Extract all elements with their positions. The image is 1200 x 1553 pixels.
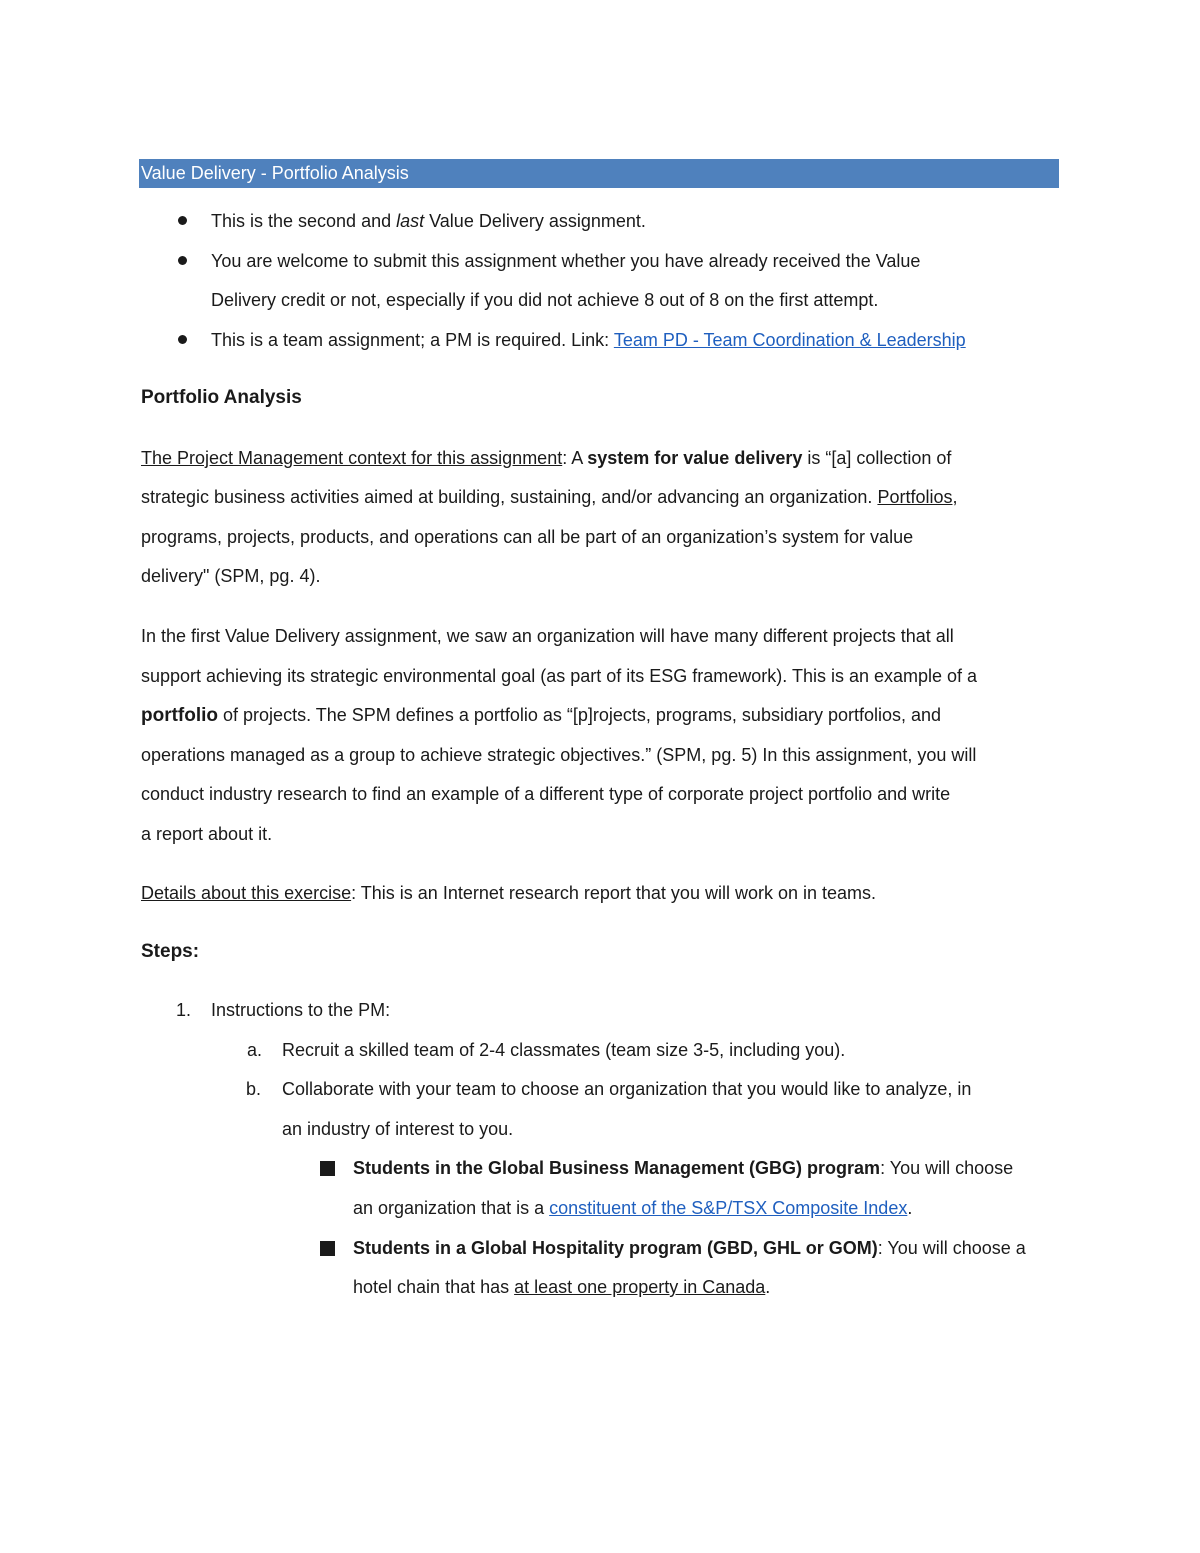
sub-bullet-item: Students in a Global Hospitality program (GBD, GHL or GOM): You will choose a [353,1238,1026,1258]
section-title: Portfolio Analysis [141,387,302,408]
paragraph-line: delivery" (SPM, pg. 4). [141,566,321,586]
paragraph-line: Details about this exercise: This is an Internet research report that you will work on in teams. [141,883,877,903]
square-bullet-icon [320,1161,335,1176]
heading-title: Value Delivery - Portfolio Analysis [141,163,409,183]
paragraph-line: strategic business activities aimed at building, sustaining, and/or advancing an organization. Portfolios, [141,487,958,507]
bullet-item: This is a team assignment; a PM is required. Link: Team PD - Team Coordination & Leadership [211,330,966,350]
bullet-item: You are welcome to submit this assignment whether you have already received the Value [211,251,921,271]
paragraph-line: conduct industry research to find an example of a different type of corporate project portfolio and write [141,784,951,804]
list-number: 1. [176,1000,192,1020]
paragraph-line: The Project Management context for this assignment: A system for value delivery is “[a] collection of [141,448,952,468]
paragraph-line: In the first Value Delivery assignment, we saw an organization will have many different projects that all [141,626,954,646]
list-item: Collaborate with your team to choose an organization that you would like to analyze, in [282,1079,972,1099]
paragraph-line: operations managed as a group to achieve strategic objectives.” (SPM, pg. 5) In this assignment, you will [141,745,977,765]
list-item: Recruit a skilled team of 2-4 classmates (team size 3-5, including you). [282,1040,846,1060]
bullet-item-continued: Delivery credit or not, especially if you did not achieve 8 out of 8 on the first attempt. [211,290,879,310]
bullet-item: This is the second and last Value Delivery assignment. [211,211,646,231]
sp-tsx-index-link[interactable]: constituent of the S&P/TSX Composite Index [549,1198,908,1218]
bullet-dot-icon [178,335,187,344]
paragraph-line: portfolio of projects. The SPM defines a portfolio as “[p]rojects, programs, subsidiary portfolios, and [141,705,942,726]
sub-bullet-item: Students in the Global Business Management (GBG) program: You will choose [353,1158,1014,1178]
paragraph-line: programs, projects, products, and operations can all be part of an organization’s system for value [141,527,914,547]
section-heading-bar [139,159,1059,188]
bullet-dot-icon [178,216,187,225]
bullet-dot-icon [178,256,187,265]
steps-title: Steps: [141,941,200,962]
list-letter: a. [247,1040,263,1060]
square-bullet-icon [320,1241,335,1256]
list-item: Instructions to the PM: [211,1000,391,1020]
list-item-continued: an industry of interest to you. [282,1119,514,1139]
paragraph-line: support achieving its strategic environmental goal (as part of its ESG framework). This is an example of a [141,666,978,686]
team-pd-link[interactable]: Team PD - Team Coordination & Leadership [613,330,966,350]
paragraph-line: a report about it. [141,824,273,844]
sub-bullet-item-continued: an organization that is a constituent of the S&P/TSX Composite Index. [353,1198,913,1218]
sub-bullet-item-continued: hotel chain that has at least one property in Canada. [353,1277,771,1297]
list-letter: b. [246,1079,262,1099]
